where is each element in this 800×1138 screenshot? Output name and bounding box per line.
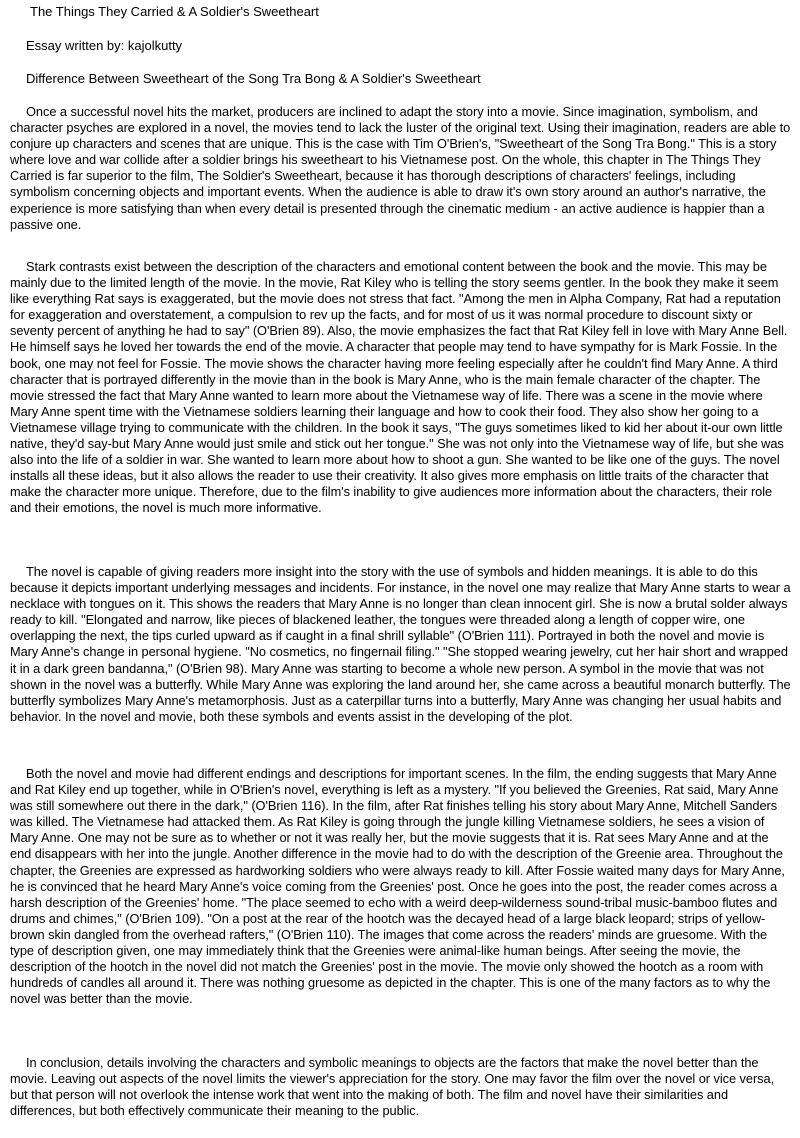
essay-paragraph: Both the novel and movie had different endings and descriptions for important scenes. In the film, the ending suggests that Mary Anne and Rat Kiley end up together, while in O'Brien's novel, everything is left as a mystery. "If you believed the Greenies, Rat said, Mary Anne was still somewhere out there in the dark," (O'Brien 116). In the film, after Rat finishes telling his story about Mary Anne, Mitchell Sanders was killed. The Vietnamese had attacked them. As Rat Kiley is going through the jungle killing Vietnamese soldiers, he sees a vision of Mary Anne. One may not be sure as to whether or not it was really her, but the movie suggests that it is. Rat sees Mary Anne and at the end disappears with her into the jungle. Another difference in the movie had to do with the description of the Greenie area. Throughout the chapter, the Greenies are expressed as hardworking soldiers who were always ready to kill. After Fossie waited many days for Mary Anne, he is convinced that he heard Mary Anne's voice coming from the Greenies' post. Once he goes into the post, the reader comes across a harsh description of the Greenies' home. "The place seemed to echo with a weird deep-wilderness sound-tribal music-bamboo flutes and drums and chimes," (O'Brien 109). "On a post at the rear of the hootch was the decayed head of a large black leopard; strips of yellow-brown skin dangled from the overhead rafters," (O'Brien 110). The images that come across the readers' minds are gruesome. With the type of description given, one may immediately think that the Greenies were animal-like human beings. After seeing the movie, the description of the hootch in the novel did not match the Greenies' post in the movie. The movie only showed the hootch as a room with hundreds of candles all around it. There was nothing gruesome as depicted in the chapter. This is one of the many factors as to why the novel was better than the movie.: [10, 766, 785, 1007]
essay-paragraph: The novel is capable of giving readers more insight into the story with the use of symbols and hidden meanings. It is able to do this because it depicts important underlying messages and incidents. For instance, in the novel one may realize that Mary Anne starts to wear a necklace with tongues on it. This shows the readers that Mary Anne is no longer than clean innocent girl. She is now a brutal solder always ready to kill. "Elongated and narrow, like pieces of blackened leather, the tongues were threaded along a length of copper wire, one overlapping the next, the tips curled upward as if caught in a final shrill syllable" (O'Brien 111). Portrayed in both the novel and movie is Mary Anne's change in personal hygiene. "No cosmetics, no fingernail filing." "She stopped wearing jewelry, cut her hair short and wrapped it in a dark green bandanna," (O'Brien 98). Mary Anne was starting to become a whole new person. A symbol in the movie that was not shown in the novel was a butterfly. While Mary Anne was exploring the land around her, she came across a beautiful monarch butterfly. The butterfly symbolizes Mary Anne's metamorphosis. Just as a caterpillar turns into a butterfly, Mary Anne was changing her usual habits and behavior. In the novel and movie, both these symbols and events assist in the developing of the plot.: [10, 564, 791, 724]
essay-title: The Things They Carried & A Soldier's Sweetheart: [30, 4, 319, 19]
essay-byline: Essay written by: kajolkutty: [26, 38, 183, 53]
essay-subtitle: Difference Between Sweetheart of the Song Tra Bong & A Soldier's Sweetheart: [26, 71, 481, 86]
essay-paragraph: In conclusion, details involving the characters and symbolic meanings to objects are the factors that make the novel better than the movie. Leaving out aspects of the novel limits the viewer's appreciation for the story. One may favor the film over the novel or vice versa, but that person will not overlook the intense work that went into the making of both. The film and novel have their similarities and differences, but both effectively communicate their meaning to the public.: [10, 1055, 775, 1119]
essay-paragraph: Stark contrasts exist between the description of the characters and emotional content between the book and the movie. This may be mainly due to the limited length of the movie. In the movie, Rat Kiley who is telling the story seems gentler. In the book they make it seem like everything Rat says is exaggerated, but the movie does not stress that fact. "Among the men in Alpha Company, Rat had a reputation for exaggeration and overstatement, a compulsion to rev up the facts, and for most of us it was normal procedure to discount sixty or seventy percent of anything he had to say" (O'Brien 89). Also, the movie emphasizes the fact that Rat Kiley fell in love with Mary Anne Bell. He himself says he loved her towards the end of the movie. A character that people may tend to have sympathy for is Mark Fossie. In the book, one may not feel for Fossie. The movie shows the character having more feeling especially after he couldn't find Mary Anne. A third character that is portrayed differently in the movie than in the book is Mary Anne, who is the main female character of the chapter. The movie stressed the fact that Mary Anne wanted to learn more about the Vietnamese way of life. There was a scene in the movie where Mary Anne spent time with the Vietnamese soldiers learning their language and how to cook their food. They also show her going to a Vietnamese village trying to communicate with the children. In the book it says, "The guys sometimes liked to kid her about it-our own little native, they'd say-but Mary Anne would just smile and stick out her tongue." She was not only into the Vietnamese way of life, but she was also into the life of a soldier in war. She wanted to learn more about how to shoot a gun. She wanted to be like one of the guys. The novel installs all these ideas, but it also allows the reader to use their creativity. It also gives more emphasis on little traits of the character that make the character more unique. Therefore, due to the film's inability to give audiences more information about the characters, their role and their emotions, the novel is much more informative.: [10, 259, 788, 516]
essay-paragraph: Once a successful novel hits the market, producers are inclined to adapt the story into a movie. Since imagination, symbolism, and character psyches are explored in a novel, the movies tend to lack the luster of the original text. Using their imagination, readers are able to conjure up characters and scenes that are unique. This is the case with Tim O'Brien's, "Sweetheart of the Song Tra Bong." This is a story where love and war collide after a soldier brings his sweetheart to his Vietnamese post. On the whole, this chapter in The Things They Carried is far superior to the film, The Soldier's Sweetheart, because it has thorough descriptions of characters' feelings, including symbolism concerning objects and important events. When the audience is able to draw it's own story around an author's narrative, the experience is more satisfying than when every detail is presented through the cinematic medium - an active audience is happier than a passive one.: [10, 104, 791, 232]
